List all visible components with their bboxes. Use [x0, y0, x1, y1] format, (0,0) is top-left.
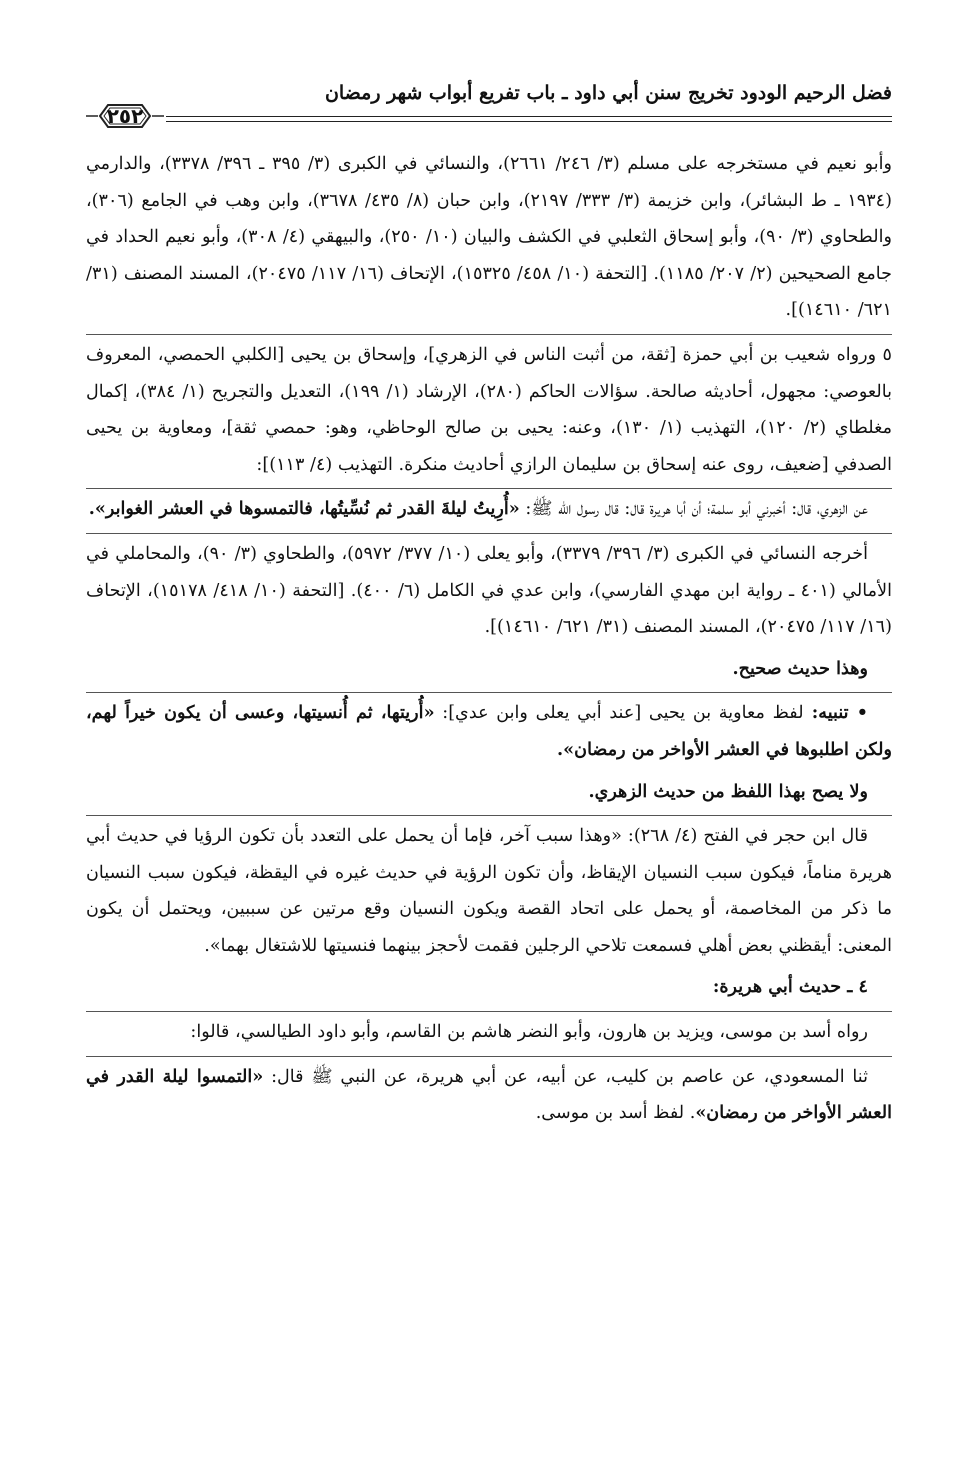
- section-heading: ٤ ـ حديث أبي هريرة:: [712, 976, 868, 998]
- section-divider: [86, 533, 892, 534]
- page-number: ٢٥٢: [106, 104, 144, 128]
- section-divider: [86, 815, 892, 816]
- paragraph-hadith-text-2: [86, 1059, 892, 1132]
- header-rule-double: [166, 121, 892, 122]
- paragraph-note: [86, 695, 892, 768]
- note-text: لفظ معاوية بن يحيى [عند أبي يعلى وابن عدي]:: [434, 703, 804, 724]
- paragraph-references-2: أخرجه النسائي في الكبرى (٣/ ٣٩٦/ ٣٣٧٩)، وأبو يعلى (١٠/ ٣٧٧/ ٥٩٧٢)، والطحاوي (٣/ ٩٠)، والمحاملي في الأمالي (٤٠١ ـ رواية ابن مهدي الفارسي)، وابن عدي في الكامل (٦/ ٤٠٠). [التحفة (١٠/ ٤١٨/ ١٥١٧٨)، الإتحاف (١٦/ ١١٧/ ٢٠٤٧٥)، المسند المصنف (٣١/ ٦٢١/ ١٤٦١٠)].: [86, 543, 892, 638]
- note-label: • تنبيه:: [803, 702, 869, 724]
- paragraph-ruling: وهذا حديث صحيح.: [732, 657, 868, 679]
- paragraph-narrators: ٥ ورواه شعيب بن أبي حمزة [ثقة، من أثبت الناس في الزهري]، وإسحاق بن يحيى [الكلبي الحمصي، المعروف بالعوصي: مجهول، أحاديثه صالحة. سؤالات الحاكم (٢٨٠)، الإرشاد (١/ ١٩٩)، التعديل والتجريح (١/ ٣٨٤)، إكمال مغلطاي (٢/ ١٢٠)، التهذيب (١/ ١٣٠)، وعنه: يحيى بن صالح الوحاظي، وهو: حمصي ثقة]، ومعاوية بن يحيى الصدفي [ضعيف، روى عنه إسحاق بن سليمان الرازي أحاديث منكرة. التهذيب (٤/ ١١٣)]:: [86, 344, 893, 475]
- page-header: [86, 82, 892, 130]
- hadith-matn-2: «التمسوا ليلة القدر في العشر الأواخر من رمضان»: [86, 1065, 892, 1124]
- hadith-matn: «أُرِيتُ ليلةَ القدر ثم نُسِّيتُها، فالتمسوها في العشر الغوابر».: [88, 498, 520, 520]
- section-divider: [86, 488, 892, 489]
- page-number-badge: [86, 100, 164, 132]
- note-quote: «أُريتها، ثم أُنسيتها، وعسى أن يكون خيراً لهم، ولكن اطلبوها في العشر الأواخر من رمضان».: [86, 702, 892, 760]
- section-divider: [86, 334, 892, 335]
- paragraph-references-1: وأبو نعيم في مستخرجه على مسلم (٣/ ٢٤٦/ ٢٦٦١)، والنسائي في الكبرى (٣/ ٣٩٥ ـ ٣٩٦/ ٣٣٧٨)، والدارمي (١٩٣٤ ـ ط البشائر)، وابن خزيمة (٣/ ٣٣٣/ ٢١٩٧)، وابن حبان (٨/ ٤٣٥/ ٣٦٧٨)، وابن وهب في الجامع (٣٠٦)، والطحاوي (٣/ ٩٠)، وأبو إسحاق الثعلبي في الكشف والبيان (١٠/ ٢٥٠)، والبيهقي (٤/ ٣٠٨)، وأبو نعيم الحداد في جامع الصحيحين (٢/ ٢٠٧/ ١١٨٥). [التحفة (١٠/ ٤٥٨/ ١٥٣٢٥)، الإتحاف (١٦/ ١١٧/ ٢٠٤٧٥)، المسند المصنف (٣١/ ٦٢١/ ١٤٦١٠)].: [86, 154, 893, 321]
- hadith-chain: عن الزهري، قال: أخبرني أبو سلمة؛ أن أبا هريرة قال: قال رسول الله ﷺ:: [519, 499, 868, 520]
- hadith-attribution: . لفظ أسد بن موسى.: [535, 1103, 696, 1124]
- paragraph-narrators-2: رواه أسد بن موسى، ويزيد بن هارون، وأبو النضر هاشم بن القاسم، وأبو داود الطيالسي، قالوا:: [190, 1022, 868, 1043]
- hadith-chain-2: ثنا المسعودي، عن عاصم بن كليب، عن أبيه، عن أبي هريرة، عن النبي ﷺ قال:: [263, 1066, 869, 1087]
- section-divider: [86, 692, 892, 693]
- section-divider: [86, 1056, 892, 1057]
- header-rule: [166, 116, 892, 117]
- paragraph-ibn-hajar: قال ابن حجر في الفتح (٤/ ٢٦٨): «وهذا سبب آخر، فإما أن يحمل على التعدد بأن تكون الرؤيا في حديث أبي هريرة مناماً، فيكون سبب النسيان الإيقاظ، وأن تكون الرؤية في حديث غيره في اليقظة، فيكون سبب النسيان ما ذكر من المخاصمة، أو يحمل على اتحاد القصة ويكون النسيان وقع مرتين عن سببين، ويحتمل أن يكون المعنى: أيقظني بعض أهلي فسمعت تلاحي الرجلين فقمت لأحجز بينهما فنسيتها للاشتغال بهما».: [86, 826, 892, 956]
- main-text: [86, 146, 892, 1137]
- paragraph-hadith-text: [86, 491, 892, 528]
- paragraph-note-ruling: ولا يصح بهذا اللفظ من حديث الزهري.: [588, 780, 868, 802]
- running-title: فضل الرحيم الودود تخريج سنن أبي داود ـ باب تفريع أبواب شهر رمضان: [324, 82, 892, 104]
- section-divider: [86, 1011, 892, 1012]
